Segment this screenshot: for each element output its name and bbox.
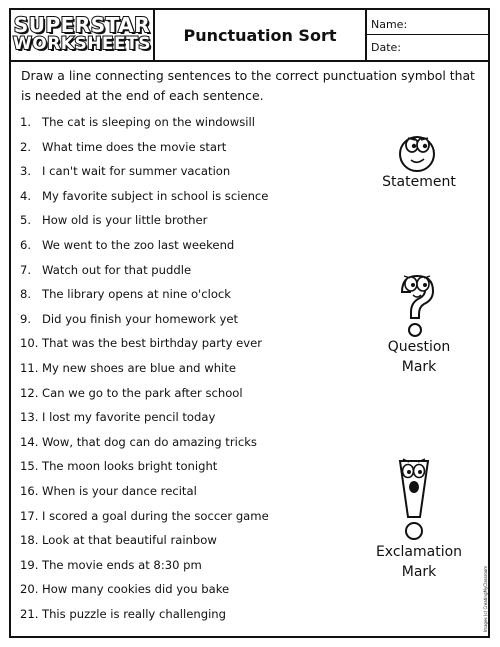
worksheet-title: Punctuation Sort [155,10,367,60]
sentence-text: The cat is sleeping on the windowsill [42,115,255,129]
sentence-text: That was the best birthday party ever [42,336,263,351]
name-divider [367,34,488,35]
sentence-item [20,164,230,178]
sentence-text: I scored a goal during the soccer game [42,508,269,523]
sentence-number: 14. [20,434,39,449]
exclamation-mark-label [364,542,474,582]
sentence-item [20,410,215,424]
sentence-number: 6. [20,238,32,252]
sentence-number: 2. [20,139,32,154]
sentence-item [20,336,262,350]
name-date-box [367,10,488,60]
sentence-text: How old is your little brother [42,213,208,228]
logo-line-1: SUPERSTAR [13,13,151,37]
sentence-number: 15. [20,459,39,474]
sentence-item [20,238,234,252]
question-mark-label [364,337,474,377]
sentence-number: 1. [20,115,32,129]
sentence-item [20,607,226,621]
sentence-text: My new shoes are blue and white [42,361,236,375]
superstar-worksheets-logo [11,10,155,60]
sentence-item [20,213,207,227]
sentence-number: 19. [20,557,39,572]
sentence-number: 11. [20,361,39,375]
sentence-item [20,435,257,449]
sentence-text: Wow, that dog can do amazing tricks [42,434,257,449]
sentence-text: I lost my favorite pencil today [42,410,216,425]
sentence-item [20,533,217,547]
sentence-item [20,140,226,154]
name-label: Name: [371,18,408,31]
sentence-number: 18. [20,533,39,548]
sentence-item [20,263,191,277]
sentence-item [20,115,255,129]
sentence-number: 8. [20,287,32,302]
sentence-text: The movie ends at 8:30 pm [42,557,202,572]
sentence-number: 10. [20,336,39,351]
sentence-number: 16. [20,484,39,498]
sentence-text: This puzzle is really challenging [42,607,227,621]
sentence-text: What time does the movie start [42,139,227,154]
sentence-number: 21. [20,607,39,621]
sentence-item [20,484,197,498]
sentence-text: I can't wait for summer vacation [42,164,231,179]
sentence-item [20,312,238,326]
question-label-line-1: Question [387,339,451,355]
sentence-text: How many cookies did you bake [42,582,230,597]
sentence-number: 17. [20,508,39,523]
sentence-number: 5. [20,213,32,228]
sentence-item [20,509,269,523]
sentence-item [20,459,217,473]
sentence-item [20,582,229,596]
sentence-text: Look at that beautiful rainbow [42,533,217,548]
sentence-text: Can we go to the park after school [42,385,243,400]
sentence-number: 9. [20,311,32,326]
sentence-text: We went to the zoo last weekend [42,238,235,252]
sentence-text: Watch out for that puddle [42,262,192,277]
image-credit [482,565,490,632]
sentence-number: 4. [20,188,32,203]
exclamation-label-line-1: Exclamation [375,544,463,560]
sentence-text: The library opens at nine o'clock [42,287,232,302]
sentence-number: 7. [20,262,32,277]
sentence-item [20,386,243,400]
logo-line-2: WORKSHEETS [12,34,151,54]
sentence-text: The moon looks bright tonight [42,459,218,474]
sentence-item [20,189,268,203]
date-label: Date: [371,41,401,54]
exclamation-label-line-2: Mark [401,564,437,580]
image-credit-text: Images (c) CreatingMyClassroom [483,565,488,632]
worksheet-page [9,8,490,638]
sentence-text: My favorite subject in school is science [42,188,269,203]
statement-label: Statement [382,174,456,190]
sentence-number: 3. [20,164,32,179]
sentence-text: Did you finish your homework yet [42,311,239,326]
sentence-item [20,361,236,375]
question-mark-character-icon [394,272,440,342]
sentence-number: 20. [20,582,39,597]
sentence-number: 13. [20,410,39,425]
period-character-icon [395,128,441,174]
sentence-item [20,558,202,572]
worksheet-header [11,10,488,62]
sentence-item [20,287,231,301]
sentence-text: When is your dance recital [42,484,197,498]
question-label-line-2: Mark [401,359,437,375]
sentence-number: 12. [20,385,39,400]
instructions-text: Draw a line connecting sentences to the correct punctuation symbol that is needed at the end of each sentence. [21,68,475,103]
exclamation-mark-character-icon [394,455,434,545]
